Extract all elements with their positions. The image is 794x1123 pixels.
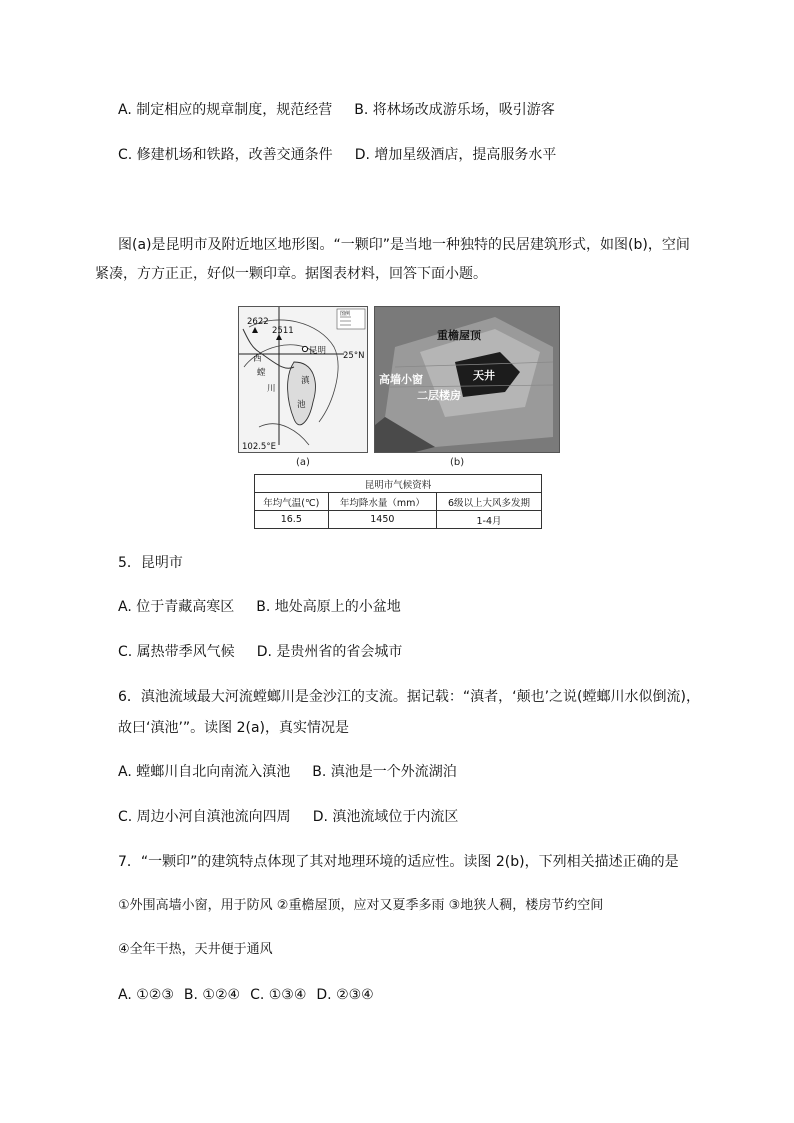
climate-table bbox=[254, 474, 542, 529]
label-double-eave-roof: 重檐屋顶 bbox=[437, 329, 481, 342]
q7-option-a[interactable]: A. ①②③ bbox=[118, 987, 174, 1003]
q5-option-a[interactable]: A. 位于青藏高寒区 bbox=[118, 599, 235, 615]
q4-options-row2 bbox=[118, 145, 556, 165]
table-header: 年均降水量（mm） bbox=[328, 493, 436, 511]
q5-option-d[interactable]: D. 是贵州省的省会城市 bbox=[256, 644, 403, 660]
house-photo-svg bbox=[375, 307, 559, 452]
q6-options-row1 bbox=[118, 762, 457, 782]
q5-options-row1 bbox=[118, 597, 401, 617]
q4-option-b[interactable]: B. 将林场改成游乐场，吸引游客 bbox=[354, 102, 555, 118]
figure bbox=[238, 306, 558, 532]
table-title: 昆明市气候资料 bbox=[255, 475, 542, 493]
house-photo bbox=[374, 306, 560, 453]
legend-title: 图例 bbox=[340, 311, 351, 317]
q5-options-row2 bbox=[118, 642, 402, 662]
q6-stem-line-2: 故曰‘滇池’”。读图 2(a)，真实情况是 bbox=[118, 720, 350, 736]
q4-options-row1 bbox=[118, 100, 555, 120]
q7-options bbox=[118, 985, 374, 1005]
q7-statements-line-1: ①外围高墙小窗，用于防风 ②重檐屋顶，应对又夏季多雨 ③地狭人稠，楼房节约空间 bbox=[118, 898, 604, 913]
map-caption: (a) bbox=[296, 457, 310, 468]
table-cell: 1450 bbox=[328, 511, 436, 529]
river-char-2: 螳 bbox=[257, 368, 266, 378]
longitude-label: 102.5°E bbox=[242, 442, 276, 452]
lake-char-2: 池 bbox=[297, 400, 306, 410]
q5-stem: 5．昆明市 bbox=[118, 555, 183, 571]
lake-char-1: 滇 bbox=[301, 376, 310, 386]
table-cell: 1-4月 bbox=[437, 511, 542, 529]
elevation-label-1: 2622 bbox=[247, 317, 269, 327]
intro-line-1: 图(a)是昆明市及附近地区地形图。“一颗印”是当地一种独特的民居建筑形式，如图(b)，空间 bbox=[118, 237, 690, 253]
photo-caption: (b) bbox=[450, 457, 465, 468]
q6-stem-line-1: 6．滇池流域最大河流螳螂川是金沙江的支流。据记载：“滇者，‘颠也’之说(螳螂川水似倒流)， bbox=[118, 689, 700, 705]
intro-line-2: 紧凑，方方正正，好似一颗印章。据图表材料，回答下面小题。 bbox=[95, 266, 487, 282]
river-char-3: 川 bbox=[267, 384, 276, 394]
q7-statements-line-2: ④全年干热，天井便于通风 bbox=[118, 942, 273, 957]
q7-option-c[interactable]: C. ①③④ bbox=[250, 987, 307, 1003]
river-char-1: 西 bbox=[253, 354, 262, 364]
q7-option-d[interactable]: D. ②③④ bbox=[316, 987, 374, 1003]
label-two-storey: 二层楼房 bbox=[417, 389, 461, 402]
q6-option-a[interactable]: A. 螳螂川自北向南流入滇池 bbox=[118, 764, 291, 780]
terrain-map bbox=[238, 306, 368, 453]
q4-option-a[interactable]: A. 制定相应的规章制度，规范经营 bbox=[118, 102, 333, 118]
table-row bbox=[255, 511, 542, 529]
q7-option-b[interactable]: B. ①②④ bbox=[183, 987, 241, 1003]
table-title-row bbox=[255, 475, 542, 493]
q6-option-c[interactable]: C. 周边小河自滇池流向四周 bbox=[118, 809, 291, 825]
latitude-label: 25°N bbox=[343, 351, 365, 361]
table-header: 年均气温(℃) bbox=[255, 493, 329, 511]
city-label: 昆明 bbox=[309, 346, 327, 356]
table-cell: 16.5 bbox=[255, 511, 329, 529]
q5-option-c[interactable]: C. 属热带季风气候 bbox=[118, 644, 235, 660]
q4-option-c[interactable]: C. 修建机场和铁路，改善交通条件 bbox=[118, 147, 333, 163]
elevation-label-2: 2511 bbox=[272, 326, 294, 336]
label-courtyard: 天井 bbox=[473, 369, 495, 382]
label-high-wall-window: 高墙小窗 bbox=[379, 373, 423, 386]
q6-option-d[interactable]: D. 滇池流域位于内流区 bbox=[312, 809, 459, 825]
q6-option-b[interactable]: B. 滇池是一个外流湖泊 bbox=[312, 764, 457, 780]
q7-stem: 7．“一颗印”的建筑特点体现了其对地理环境的适应性。读图 2(b)，下列相关描述正确的是 bbox=[118, 854, 679, 870]
table-header: 6级以上大风多发期 bbox=[437, 493, 542, 511]
terrain-map-svg bbox=[239, 307, 367, 452]
q5-option-b[interactable]: B. 地处高原上的小盆地 bbox=[256, 599, 401, 615]
table-header-row bbox=[255, 493, 542, 511]
q6-options-row2 bbox=[118, 807, 458, 827]
q4-option-d[interactable]: D. 增加星级酒店，提高服务水平 bbox=[354, 147, 557, 163]
